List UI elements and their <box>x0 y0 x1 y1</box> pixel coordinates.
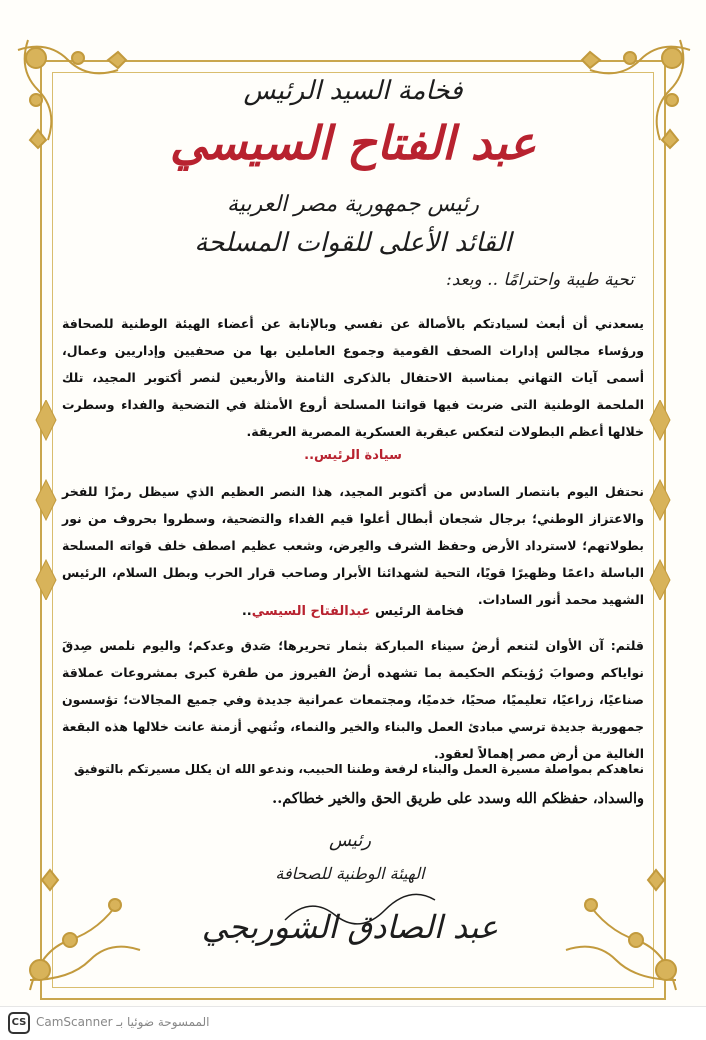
camscanner-logo-icon: CS <box>8 1012 30 1034</box>
commander-title: القائد الأعلى للقوات المسلحة <box>194 228 512 258</box>
paragraph-pledge: نعاهدكم بمواصلة مسيرة العمل والبناء لرفعة وطننا الحبيب، وندعو الله ان يكلل مسيرتكم بالتوفيق <box>74 762 644 776</box>
camscanner-footer <box>0 1006 706 1040</box>
floral-ornament-bottom-left <box>10 850 160 1000</box>
heading-mr-president: سيادة الرئيس.. <box>304 448 402 463</box>
closing-line: والسداد، حفظكم الله وسدد على طريق الحق والخير خطاكم.. <box>272 790 644 807</box>
signature-name: عبد الصادق الشوربجي <box>201 908 499 946</box>
paragraph-sinai: قلتم: آن الأوان لتنعم أرضُ سيناء المباركة بثمار تحريرها؛ صَدق وعدكم؛ واليوم نلمس صِدقَ نواياكم وصوابَ رُؤيتكم الحكيمة بما تشهده أرضُ الفيروز من طفرة كبرى بمشروعات عملاقة صناعيًا، زراعيًا، تعليميًا، صحيًا، خدميًا، ومجتمعات عمرانية جديدة وفي جميع المجالات؛ تؤسسون جمهورية جديدة ترسي مبادئ العمل والبناء والخير والنماء، وتُنهي أزمنة عانت خلالها هذه البقعة الغالية من أرض مصر إهمالاً لعقود. <box>62 638 644 761</box>
paragraph-october-victory: نحتفل اليوم بانتصار السادس من أكتوبر المجيد، هذا النصر العظيم الذي سيظل رمزًا للفخر والاعتزاز الوطني؛ برجال شجعان أبطال أعلوا قيم الفداء والتضحية، وسطروا بحروف من نور بطولاتهم؛ لاسترداد الأرض وحفظ الشرف والعِرض، وشعب عظيم اصطف خلف قواته المسلحة الباسلة داعمًا وظهيرًا قويًا، التحية لشهدائنا الأبرار وصاحب قرار الحرب وبطل السلام، الرئيس الشهيد محمد أنور السادات. <box>62 484 644 607</box>
side-ornament-left <box>32 400 60 600</box>
signature-role: رئيس <box>328 830 372 851</box>
honorific-line: فخامة السيد الرئيس <box>243 76 463 106</box>
heading-excellency-suffix: .. <box>241 604 252 619</box>
signature-organization: الهيئة الوطنية للصحافة <box>275 864 425 883</box>
greeting: تحية طيبة واحترامًا .. وبعد: <box>445 270 634 290</box>
heading-excellency <box>62 604 644 619</box>
paragraph-congratulations: يسعدني أن أبعث لسيادتكم بالأصالة عن نفسي وبالإنابة عن أعضاء الهيئة الوطنية للصحافة ورؤساء مجالس إدارات الصحف القومية وجموع العاملين بها من صحفيين وإداريين وعمال، أسمى آيات التهاني بمناسبة الاحتفال بالذكرى الثامنة والأربعين لنصر أكتوبر المجيد، تلك الملحمة الوطنية التى ضربت فيها قواتنا المسلحة أروع الأمثلة في التضحية والفداء وسطرت خلالها أعظم البطولات لتعكس عبقرية العسكرية المصرية العريقة. <box>62 316 644 439</box>
camscanner-text: الممسوحة ضوئيا بـ CamScanner <box>36 1015 210 1029</box>
president-title: رئيس جمهورية مصر العربية <box>227 192 479 217</box>
president-name: عبد الفتاح السيسي <box>169 116 537 170</box>
heading-excellency-prefix: فخامة الرئيس <box>374 604 465 619</box>
floral-ornament-bottom-right <box>546 850 696 1000</box>
side-ornament-right <box>646 400 674 600</box>
heading-excellency-name: عبدالفتاح السيسي <box>251 604 371 619</box>
